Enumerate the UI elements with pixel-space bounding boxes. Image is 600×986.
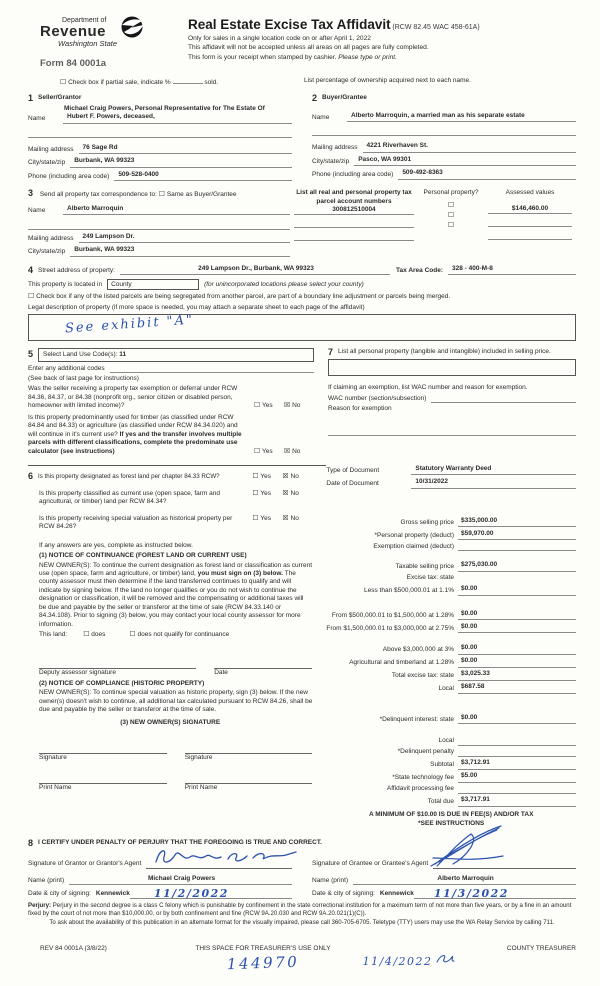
parcel-number-line-3[interactable] [294,232,414,241]
gross-selling-price-field[interactable]: $335,000.00 [458,517,576,527]
q6c-no-label: No [290,514,299,522]
agricultural-tax-field[interactable]: $0.00 [458,657,576,667]
q5a-no-label: No [292,402,301,410]
partial-sale-percent-field[interactable] [173,77,203,84]
section-1-title: Seller/Grantor [38,93,82,101]
new-owner-signature-line-1[interactable] [39,741,167,754]
grantor-date-handwriting: 11/2/2022 [153,886,229,900]
deputy-assessor-signature-line[interactable] [39,656,196,669]
correspondence-extra-line[interactable] [28,221,290,230]
q6c-no-checkbox[interactable]: ☒ [282,513,289,522]
notice-continuance-text-b: you must sign on (3) below. [197,570,283,577]
certify-statement: I CERTIFY UNDER PENALTY OF PERJURY THAT THE FOREGOING IS TRUE AND CORRECT. [38,838,322,846]
rev-number: REV 84 0001A (3/8/22) [40,945,107,953]
section-land-use [28,348,328,456]
this-land-label: This land: [39,631,68,639]
form-header [28,16,576,70]
document-date-label: Date of Document [326,480,379,488]
land-use-code-label: Select Land Use Code(s): [43,350,118,358]
tax-row-label: Subtotal [430,761,454,769]
section-certify [28,839,576,928]
deputy-assessor-label: Deputy assessor signature [39,668,116,676]
affidavit-processing-fee-field[interactable] [458,786,576,794]
buyer-name-extra-line[interactable] [312,127,576,136]
seller-mailing-label: Mailing address [28,145,74,153]
q6a-yes-label: Yes [260,472,272,480]
buyer-name-field[interactable]: Alberto Marroquin, a married man as his separate estate [347,112,576,122]
q6b-yes-label: Yes [260,489,272,497]
section-7-number: 7 [328,347,334,358]
personal-property-list-box[interactable] [328,359,576,376]
street-address-field[interactable]: 249 Lampson Dr., Burbank, WA 99323 [120,265,390,275]
q6b-yes-checkbox[interactable]: ☐ [252,488,259,497]
new-owner-printname-label-2: Print Name [184,783,218,791]
additional-codes-field[interactable] [110,365,314,373]
q5b-no-label: No [292,447,301,455]
notice-continuance-title: (1) NOTICE OF CONTINUANCE (FOREST LAND OR CURRENT USE) [39,552,247,560]
grantee-date-field[interactable] [414,886,576,900]
historical-property-question: Is this property receiving special valuation as historical property per RCW 84.26? [39,514,233,531]
q6a-no-checkbox[interactable]: ☒ [282,471,289,480]
correspondence-label: Send all property tax correspondence to: [39,191,157,199]
treasurer-stamp-number: 144970 [226,952,300,974]
grantor-city-value: Kennewick [95,890,130,898]
q5a-no-checkbox[interactable]: ☒ [284,401,291,410]
assessed-value-line-3[interactable] [488,231,572,240]
treasurer-space-label: THIS SPACE FOR TREASURER'S USE ONLY [195,945,331,953]
grantor-signature-label: Signature of Grantor or Grantor's Agent [28,860,142,868]
same-as-buyer-checkbox[interactable]: ☐ [158,190,165,199]
located-in-label: This property is located in [28,280,103,288]
tax-computation-column [326,465,576,829]
grantor-name-print-label: Name (print) [28,876,65,884]
correspondence-name-label: Name [28,206,46,214]
logo-state-text: Washington State [58,39,118,49]
subtotal-field[interactable]: $3,712.91 [458,759,576,769]
form-footer [28,945,576,973]
legal-description-box[interactable] [28,314,576,341]
new-owner-signature-label-1: Signature [39,754,67,762]
notice-continuance-text-c: The county assessor must then determine if the land transferred continues to qualify and will indicate by signing below. If the land no longer qualifies or you do not wish to continue the designation or classification, it will be removed and the compensating or additional taxes will be due and payable by the seller or transferor at the time of sale (RCW 84.33.140 or 84.34.108). Prior to signing (3) below, you may contact your local county assessor for more information. [39,570,304,628]
tax-row-label: *Personal property (deduct) [374,531,454,539]
segregated-checkbox[interactable]: ☐ [28,292,35,301]
deputy-assessor-date-line[interactable] [214,656,312,669]
tax-row-label: From $1,500,000.01 to $3,000,000 at 2.75% [326,624,454,632]
grantee-name-print-field[interactable]: Alberto Marroquin [353,875,576,885]
tax-area-code-label: Tax Area Code: [396,266,443,274]
section-seller [28,94,308,181]
exemption-claimed-field[interactable] [458,543,576,551]
additional-codes-label: Enter any additional codes [28,364,105,372]
section-designation [28,465,326,829]
document-type-field[interactable]: Statutory Warranty Deed [411,465,576,475]
same-as-buyer-label: Same as Buyer/Grantee [166,191,237,199]
correspondence-mailing-label: Mailing address [28,234,74,242]
tax-row-label: Exemption claimed (deduct) [373,542,454,550]
buyer-name-label: Name [312,113,330,121]
perjury-label: Perjury: [28,901,52,909]
new-owner-printname-line-2[interactable] [185,771,313,784]
partial-sale-suffix: sold. [204,79,219,87]
logo-dept-text: Department of [62,17,107,24]
grantor-name-print-field[interactable]: Michael Craig Powers [69,875,292,885]
tax-row-label: Total due [427,798,454,806]
tax-row-label: Gross selling price [400,518,454,526]
dor-logo-block [28,16,178,70]
tier1-tax-field[interactable]: $0.00 [458,585,576,595]
seller-mailing-field[interactable]: 76 Sage Rd [79,144,292,154]
section-correspondence [28,189,290,257]
grantee-name-print-label: Name (print) [312,876,349,884]
assessed-value-field[interactable]: $146,460.00 [488,205,572,214]
grantor-date-city-label: Date & city of signing: [28,890,91,898]
buyer-phone-label: Phone (including area code) [312,171,394,179]
seller-city-label: City/state/zip [28,159,66,167]
q5b-no-checkbox[interactable]: ☒ [284,446,291,455]
correspondence-mailing-field[interactable]: 249 Lampson Dr. [79,233,290,243]
new-owner-printname-line-1[interactable] [39,771,167,784]
tier2-tax-field[interactable]: $0.00 [458,610,576,620]
tax-row-label: Agricultural and timberland at 1.28% [349,659,454,667]
personal-property-checkbox-3[interactable]: ☐ [447,221,455,230]
segregated-label: Check box if any of the listed parcels are being segregated from another parcel, are part of a boundary line adjustment or parcels being merged. [36,293,451,301]
q6b-no-label: No [290,489,299,497]
exemption-note: If claiming an exemption, list WAC number and reason for exemption. [328,384,528,392]
ownership-note: List percentage of ownership acquired next to each name. [304,77,471,85]
partial-sale-checkbox[interactable]: ☐ [60,78,67,87]
tier3-tax-field[interactable]: $0.00 [458,623,576,633]
seller-name-extra-line[interactable] [28,129,292,138]
partial-sale-label: Check box if partial sale, indicate % [68,79,171,87]
total-excise-state-field[interactable]: $3,025.33 [458,670,576,680]
section-5-number: 5 [28,349,34,360]
personal-property-header: Personal property? [423,189,479,197]
wac-number-field[interactable] [431,395,576,403]
delinquent-penalty-field[interactable] [458,749,576,757]
tax-row-label: *State technology fee [392,774,454,782]
grantee-date-handwriting: 11/3/2022 [433,886,509,900]
q6c-yes-checkbox[interactable]: ☐ [252,513,259,522]
does-qualify-checkbox[interactable]: ☐ [83,630,90,639]
seller-phone-label: Phone (including area code) [28,172,110,180]
buyer-city-field[interactable]: Pasco, WA 99301 [354,156,576,166]
parcel-number-field[interactable]: 300812510004 [294,206,414,215]
correspondence-city-field[interactable]: Burbank, WA 99323 [70,246,290,256]
tax-row-label: Affidavit processing fee [386,785,454,793]
personal-property-deduct-field[interactable]: $59,970.00 [458,530,576,540]
state-technology-fee-field[interactable]: $5.00 [458,772,576,782]
land-use-code-field[interactable]: 11 [119,350,127,358]
correspondence-city-label: City/state/zip [28,248,66,256]
section-3-number: 3 [28,188,34,199]
section-1-number: 1 [28,92,34,103]
form-number: Form 84 0001a [40,58,107,70]
q6a-yes-checkbox[interactable]: ☐ [252,471,259,480]
tax-row-label: Local [438,737,454,745]
title-rcw-ref: (RCW 82.45 WAC 458-61A) [392,24,480,31]
seller-phone-field[interactable]: 509-528-0400 [114,171,292,181]
buyer-mailing-field[interactable]: 4221 Riverhaven St. [363,142,576,152]
section-buyer [308,94,576,181]
buyer-city-label: City/state/zip [312,157,350,165]
delinquent-interest-local-field[interactable] [458,738,576,746]
notice-continuance-text-a: NEW OWNER(S): To continue the current designation as forest land or classification as current use (open space, farm and agriculture, or timber) land, [39,561,312,577]
legal-description-handwriting: See exhibit "A" [64,312,195,337]
dor-seal-icon [120,16,145,42]
section-8-number: 8 [28,837,34,848]
tax-row-label: *Delinquent interest: state [379,715,454,723]
section-4-number: 4 [28,265,34,276]
assessed-value-line-2[interactable] [488,218,572,227]
tax-row-label: Taxable selling price [395,563,454,571]
legal-description-label: Legal description of property (if more space is needed, you may attach a separate sheet to each page of the affidavit) [28,303,365,311]
grantee-signature-line[interactable] [433,856,576,869]
q6a-no-label: No [290,472,299,480]
section-2-title: Buyer/Grantee [322,93,367,101]
tax-area-code-field[interactable]: 328 - 400-M-8 [448,265,576,275]
grantee-city-value: Kennewick [379,890,414,898]
total-due-field[interactable]: $3,717.91 [458,796,576,806]
tax-row-label: Excise tax: state [406,574,454,582]
seller-name-field[interactable]: Hubert F. Powers, deceased, [63,113,292,123]
timber-agriculture-question-bold: If yes and the transfer involves multiple parcels with different classifications, complete the predominate use calculator (see instructions) [28,430,242,455]
correspondence-name-field[interactable]: Alberto Marroquin [63,205,290,215]
q6c-yes-label: Yes [260,514,272,522]
grantor-date-field[interactable] [130,886,292,900]
grantor-signature [150,844,298,871]
header-note-2: This affidavit will not be accepted unless all areas on all pages are fully completed. [188,44,429,52]
personal-property-checkbox-1[interactable]: ☐ [447,200,455,209]
see-instructions-note: *SEE INSTRUCTIONS [418,820,485,828]
wac-number-label: WAC number (section/subsection) [328,394,427,402]
document-type-label: Type of Document [326,466,380,474]
new-owners-signature-title: (3) NEW OWNER(S) SIGNATURE [120,718,221,726]
q5b-yes-checkbox[interactable]: ☐ [254,446,261,455]
perjury-text: Perjury in the second degree is a class C felony which is punishable by confinement in the state correctional institution for a maximum term of not more than five years, or by a fine in an amount fixed by the court of not more than $10,000.00, or by both confinement and fine (RCW 9A.20.030 and RCW 9A.20.021(1)(C)). [28,901,572,917]
if-yes-note: If any answers are yes, complete as instructed below. [39,541,193,549]
section-2-number: 2 [312,92,318,103]
buyer-phone-field[interactable]: 509-492-8363 [398,169,576,179]
new-owner-printname-label-1: Print Name [39,783,72,791]
parcel-summary [290,189,576,257]
street-address-label: Street address of property: [38,266,115,274]
seller-name-label: Name [28,115,46,123]
q6b-no-checkbox[interactable]: ☒ [282,488,289,497]
current-use-question: Is this property classified as current use (open space, farm and agricultural, or timber) land per RCW 84.34? [39,489,221,506]
header-note-3-italic: Please type or print. [338,53,397,61]
tax-row-label: Less than $500,000.01 at 1.1% [364,587,454,595]
personal-property-checkbox-2[interactable]: ☐ [447,210,455,219]
alt-format-text: To ask about the availability of this publication in an alternate format for the visually impaired, please call 360-705-6705. Teletype (TTY) users may use the WA Relay Service by calling 711. [49,919,555,927]
notice-compliance-body: NEW OWNER(S): To continue special valuation as historic property, sign (3) below. If the new owner(s) doesn't wish to continue, all additional tax calculated pursuant to RCW 84.26, shall be due and payable by the seller or transferor at the time of sale. [39,689,313,714]
grantee-signature-label: Signature of Grantee or Grantee's Agent [312,860,429,868]
q5a-yes-checkbox[interactable]: ☐ [254,401,261,410]
treasurer-stamp-date: 11/4/2022 [362,955,433,969]
tax-row-label: From $500,000.01 to $1,500,000 at 1.28% [331,611,454,619]
tax-row-label: Total excise tax: state [391,672,454,680]
timber-agriculture-question: Is this property predominantly used for timber (as classified under RCW 84.84 and 84.33) or agriculture (as classified under RCW 84.34.020) and will continue in it's current use? [28,413,238,438]
header-note-3: This form is your receipt when stamped by cashier. [188,53,337,61]
seller-city-field[interactable]: Burbank, WA 99323 [70,157,292,167]
section-6-number: 6 [28,470,34,481]
does-not-qualify-checkbox[interactable]: ☐ [129,630,136,639]
buyer-mailing-label: Mailing address [312,144,358,152]
header-note-1: Only for sales in a single location code on or after April 1, 2022 [188,34,371,42]
section-personal-property [328,348,576,456]
personal-property-list-label: List all personal property (tangible and intangible) included in selling price. [338,348,551,356]
section-property [28,265,576,341]
located-in-note: (for unincorporated locations please select your county) [204,280,364,288]
treasurer-initials-scribble [434,960,456,967]
new-owner-signature-label-2: Signature [184,754,213,762]
grantee-signature [427,822,507,871]
seller-name-line1: Michael Craig Powers, Personal Representative for The Estate Of [64,104,265,112]
minimum-fee-note: A MINIMUM OF $10.00 IS DUE IN FEE(S) AND/OR TAX [368,810,534,818]
assessed-values-header: Assessed values [505,189,555,197]
local-tax-field[interactable]: $687.58 [458,683,576,693]
deputy-assessor-date-label: Date [214,668,228,676]
parcel-numbers-header: List all real and personal property tax parcel account numbers [296,189,412,205]
county-select[interactable]: County [107,279,199,290]
q5b-yes-label: Yes [261,447,273,455]
tax-row-label: Above $3,000,000 at 3% [382,646,454,654]
does-qualify-label: does [91,631,106,639]
document-date-field[interactable]: 10/31/2022 [411,478,576,488]
taxable-selling-price-field[interactable]: $275,030.00 [458,561,576,571]
forest-land-question: Is this property designated as forest land per chapter 84.33 RCW? [38,472,220,480]
reason-exemption-field[interactable] [328,427,576,436]
tax-row-label: *Delinquent penalty [397,748,454,756]
exemption-deferral-question: Was the seller receiving a property tax exemption or deferral under RCW 84.36, 84.37, or 84.38 (nonprofit org., senior citizen or disabled person, homeowner with limited income)? [28,385,238,410]
notice-compliance-title: (2) NOTICE OF COMPLIANCE (HISTORIC PROPERTY) [39,679,205,687]
delinquent-interest-state-field[interactable]: $0.00 [458,714,576,724]
page-title: Real Estate Excise Tax Affidavit [188,17,391,32]
does-not-qualify-label: does not qualify for continuance [137,631,230,639]
county-treasurer-label: COUNTY TREASURER [506,945,576,953]
q5a-yes-label: Yes [261,402,273,410]
logo-revenue-text: Revenue [40,23,107,41]
tier4-tax-field[interactable]: $0.00 [458,644,576,654]
parcel-number-line-2[interactable] [294,219,414,228]
grantor-signature-line[interactable] [146,856,292,869]
reason-exemption-label: Reason for exemption [328,405,392,412]
grantee-date-city-label: Date & city of signing: [312,890,375,898]
see-back-note: (See back of last page for instructions) [28,375,139,382]
tax-row-label: Local [438,685,454,693]
new-owner-signature-line-2[interactable] [185,741,313,754]
